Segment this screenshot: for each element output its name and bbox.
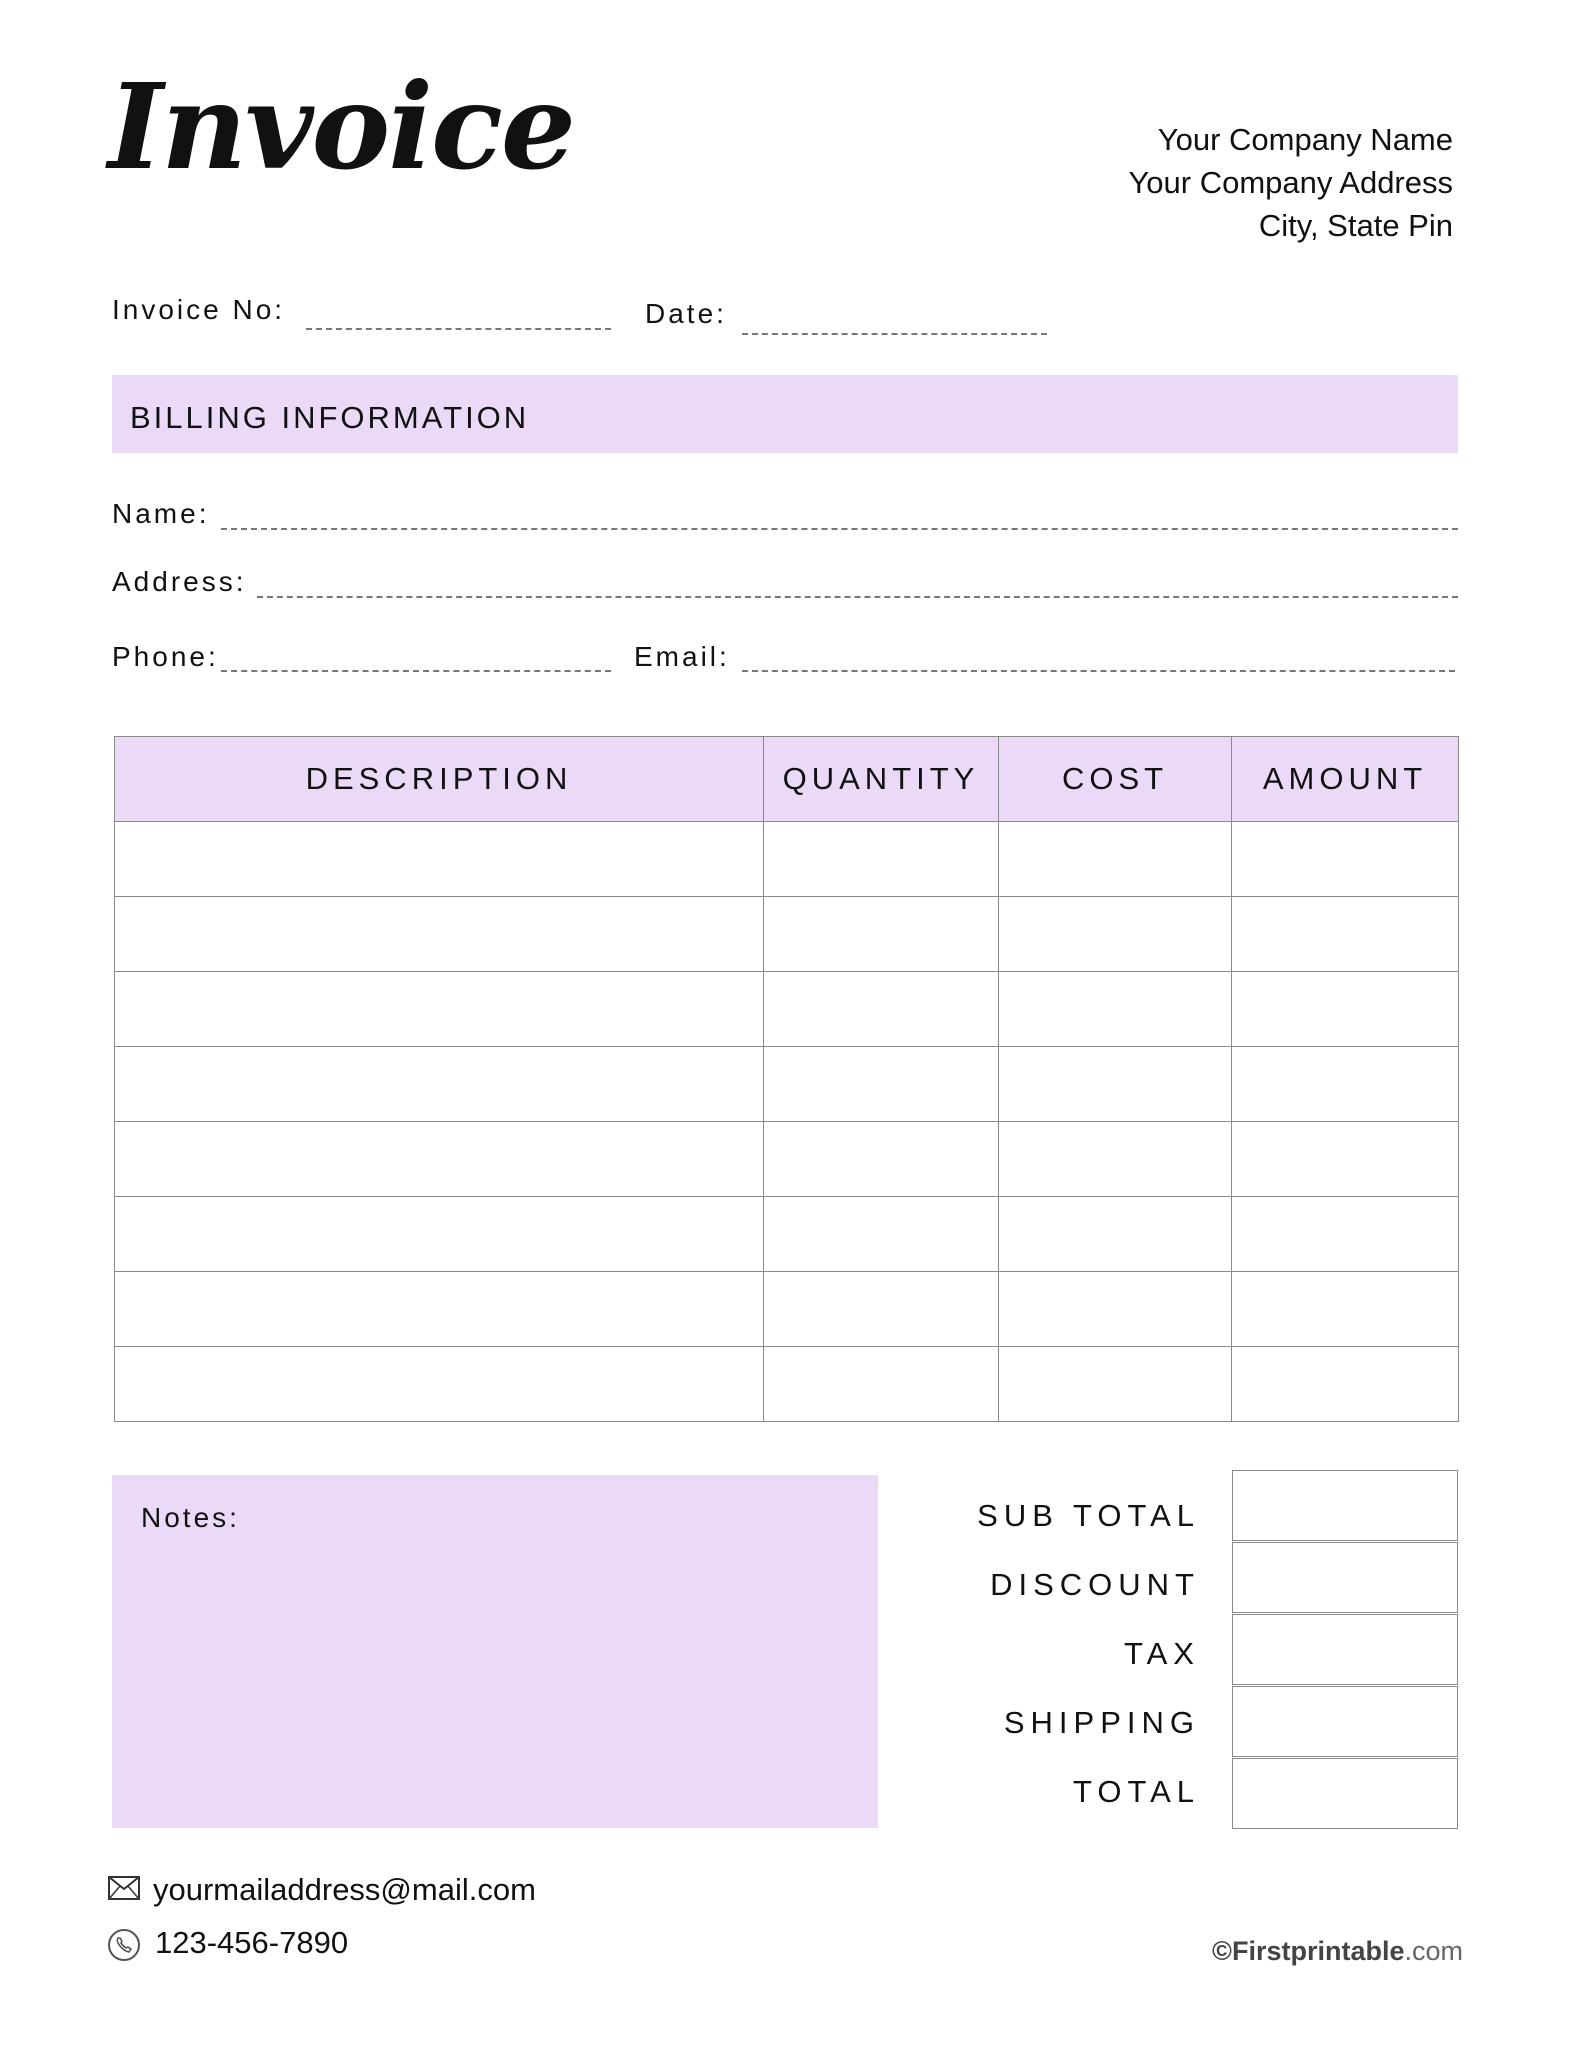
cell-cost[interactable] [999, 822, 1232, 897]
column-header-amount: AMOUNT [1232, 737, 1459, 822]
table-row [115, 822, 1459, 897]
tax-label: TAX [1124, 1636, 1200, 1671]
company-address: Your Company Address [1128, 165, 1453, 200]
cell-description[interactable] [115, 822, 764, 897]
notes-label: Notes: [141, 1502, 240, 1533]
cell-quantity[interactable] [764, 972, 999, 1047]
copyright-icon: © [1212, 1936, 1232, 1966]
contact-phone: 123-456-7890 [155, 1925, 349, 1960]
table-row [115, 897, 1459, 972]
invoice-no-field[interactable] [306, 328, 611, 330]
column-header-description: DESCRIPTION [115, 737, 764, 822]
date-field[interactable] [742, 333, 1047, 335]
phone-label: Phone: [112, 641, 219, 672]
cell-amount[interactable] [1232, 1347, 1459, 1422]
brand-logo [1212, 1936, 1463, 1967]
cell-cost[interactable] [999, 1347, 1232, 1422]
company-city: City, State Pin [1258, 208, 1453, 243]
company-name: Your Company Name [1157, 122, 1453, 157]
phone-field[interactable] [221, 670, 611, 672]
cell-amount[interactable] [1232, 897, 1459, 972]
items-table-header [115, 737, 1459, 822]
brand-name: Firstprintable [1231, 1936, 1405, 1966]
table-row [115, 1047, 1459, 1122]
invoice-title: Invoice [108, 57, 575, 196]
discount-field[interactable] [1232, 1542, 1458, 1613]
subtotal-label: SUB TOTAL [977, 1498, 1200, 1533]
cell-description[interactable] [115, 1047, 764, 1122]
cell-amount[interactable] [1232, 1047, 1459, 1122]
contact-email: yourmailaddress@mail.com [153, 1872, 536, 1907]
email-field[interactable] [742, 670, 1455, 672]
invoice-no-label: Invoice No: [112, 294, 286, 325]
shipping-label: SHIPPING [1003, 1705, 1200, 1740]
date-label: Date: [645, 298, 727, 329]
items-table [114, 736, 1459, 1422]
cell-amount[interactable] [1232, 822, 1459, 897]
cell-cost[interactable] [999, 1272, 1232, 1347]
cell-quantity[interactable] [764, 1047, 999, 1122]
cell-quantity[interactable] [764, 1122, 999, 1197]
cell-description[interactable] [115, 1197, 764, 1272]
cell-amount[interactable] [1232, 1272, 1459, 1347]
cell-quantity[interactable] [764, 1272, 999, 1347]
tax-field[interactable] [1232, 1614, 1458, 1685]
cell-cost[interactable] [999, 1197, 1232, 1272]
cell-description[interactable] [115, 1347, 764, 1422]
company-block [1128, 118, 1453, 247]
total-label: TOTAL [1072, 1774, 1200, 1809]
cell-description[interactable] [115, 1122, 764, 1197]
cell-description[interactable] [115, 897, 764, 972]
subtotal-field[interactable] [1232, 1470, 1458, 1541]
cell-quantity[interactable] [764, 822, 999, 897]
phone-icon [107, 1928, 141, 1962]
table-row [115, 1197, 1459, 1272]
name-label: Name: [112, 498, 210, 529]
cell-amount[interactable] [1232, 1197, 1459, 1272]
name-field[interactable] [221, 528, 1458, 530]
cell-quantity[interactable] [764, 897, 999, 972]
address-label: Address: [112, 566, 247, 597]
cell-cost[interactable] [999, 897, 1232, 972]
cell-quantity[interactable] [764, 1347, 999, 1422]
cell-cost[interactable] [999, 1047, 1232, 1122]
billing-section-title: BILLING INFORMATION [130, 400, 530, 435]
cell-amount[interactable] [1232, 972, 1459, 1047]
column-header-quantity: QUANTITY [764, 737, 999, 822]
shipping-field[interactable] [1232, 1686, 1458, 1757]
brand-suffix: .com [1404, 1936, 1463, 1966]
cell-description[interactable] [115, 972, 764, 1047]
email-label: Email: [634, 641, 730, 672]
table-row [115, 972, 1459, 1047]
cell-description[interactable] [115, 1272, 764, 1347]
discount-label: DISCOUNT [990, 1567, 1200, 1602]
address-field[interactable] [257, 596, 1458, 598]
cell-cost[interactable] [999, 972, 1232, 1047]
cell-amount[interactable] [1232, 1122, 1459, 1197]
cell-cost[interactable] [999, 1122, 1232, 1197]
table-row [115, 1347, 1459, 1422]
cell-quantity[interactable] [764, 1197, 999, 1272]
table-row [115, 1272, 1459, 1347]
total-field[interactable] [1232, 1758, 1458, 1829]
envelope-icon [108, 1876, 140, 1900]
table-row [115, 1122, 1459, 1197]
column-header-cost: COST [999, 737, 1232, 822]
